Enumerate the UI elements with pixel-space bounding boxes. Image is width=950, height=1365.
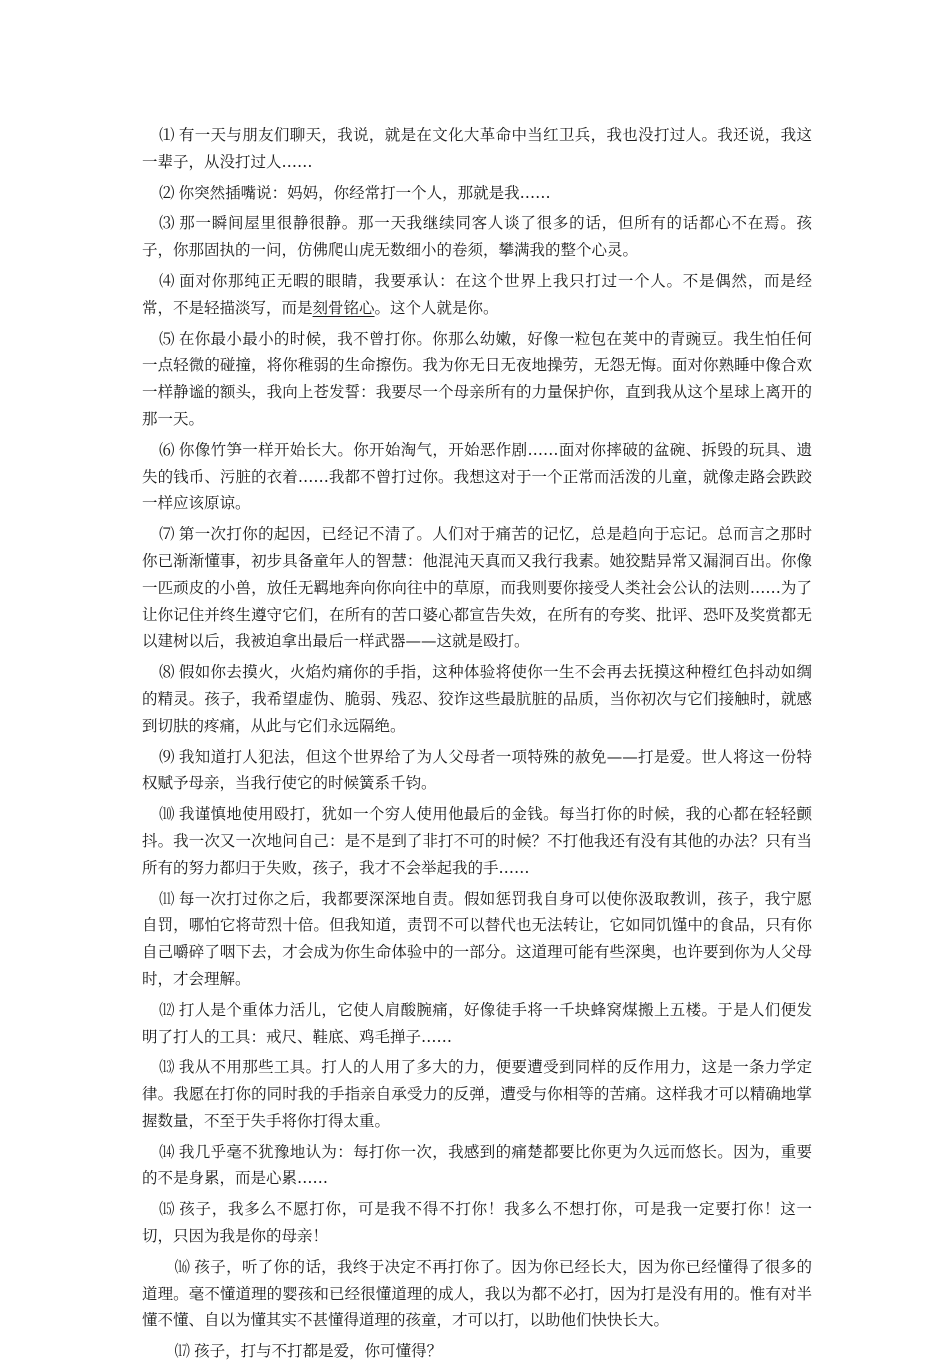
- underlined-phrase: 刻骨铭心: [312, 298, 375, 317]
- paragraph-text: 打人是个重体力活儿，它使人肩酸腕痛，好像徒手将一千块蜂窝煤搬上五楼。于是人们便发明了打人的工具：戒尺、鞋底、鸡毛掸子……: [142, 1000, 812, 1046]
- paragraph-number: ⑸: [159, 329, 175, 348]
- paragraph-15: [142, 1196, 812, 1250]
- paragraph-12: [142, 997, 812, 1051]
- paragraph-text: 你像竹笋一样开始长大。你开始淘气，开始恶作剧……面对你摔破的盆碗、拆毁的玩具、遗失的钱币、污脏的衣着……我都不曾打过你。我想这对于一个正常而活泼的儿童，就像走路会跌跤一样应该原谅。: [142, 440, 812, 513]
- paragraph-text: 我几乎毫不犹豫地认为：每打你一次，我感到的痛楚都要比你更为久远而悠长。因为，重要的不是身累，而是心累……: [142, 1142, 812, 1188]
- paragraph-text: 孩子，打与不打都是爱，你可懂得？: [194, 1342, 443, 1361]
- paragraph-number: ⑵: [159, 183, 175, 202]
- paragraph-2: [142, 180, 812, 207]
- paragraph-number: ⑼: [159, 747, 175, 766]
- paragraph-text: 每一次打过你之后，我都要深深地自责。假如惩罚我自身可以使你汲取教训，孩子，我宁愿自罚，哪怕它将苛烈十倍。但我知道，责罚不可以替代也无法转让，它如同饥馑中的食品，只有你自己嚼碎了咽下去，才会成为你生命体验中的一部分。这道理可能有些深奥，也许要到你为人父母时，才会理解。: [142, 889, 812, 988]
- paragraph-number: ⑾: [159, 889, 175, 908]
- paragraph-9: [142, 744, 812, 798]
- paragraph-text: 面对你那纯正无暇的眼睛，我要承认：在这个世界上我只打过一个人。不是偶然，而是经常，不是轻描淡写，而是: [142, 271, 812, 317]
- paragraph-number: ⒃: [174, 1257, 191, 1276]
- paragraph-11: [142, 886, 812, 993]
- paragraph-text: 假如你去摸火，火焰灼痛你的手指，这种体验将使你一生不会再去抚摸这种橙红色抖动如绸的精灵。孩子，我希望虚伪、脆弱、残忍、狡诈这些最肮脏的品质，当你初次与它们接触时，就感到切肤的疼痛，从此与它们永远隔绝。: [142, 663, 812, 735]
- paragraph-5: [142, 326, 812, 433]
- paragraph-text: 孩子，听了你的话，我终于决定不再打你了。因为你已经长大，因为你已经懂得了很多的道理。毫不懂道理的婴孩和已经很懂道理的成人，我以为都不必打，因为打是没有用的。惟有对半懂不懂、自以为懂其实不甚懂得道理的孩童，才可以打，以助他们快快长大。: [142, 1257, 812, 1330]
- paragraph-number: ⒁: [159, 1142, 175, 1161]
- paragraph-17: [142, 1338, 812, 1365]
- paragraph-number: ⒀: [159, 1058, 175, 1077]
- paragraph-text: 我从不用那些工具。打人的人用了多大的力，便要遭受到同样的反作用力，这是一条力学定律。我愿在打你的同时我的手指亲自承受力的反弹，遭受与你相等的苦痛。这样我才可以精确地掌握数量，不至于失手将你打得太重。: [142, 1058, 812, 1130]
- paragraph-number: ⑹: [159, 440, 175, 459]
- paragraph-number: ⑴: [159, 126, 175, 144]
- paragraph-text: 你突然插嘴说：妈妈，你经常打一个人，那就是我……: [178, 183, 551, 202]
- paragraph-1: [142, 122, 812, 176]
- paragraph-text: 我知道打人犯法，但这个世界给了为人父母者一项特殊的赦免——打是爱。世人将这一份特权赋予母亲，当我行使它的时候簧系千钧。: [142, 747, 812, 793]
- paragraph-number: ⑻: [159, 663, 175, 682]
- paragraph-text: 第一次打你的起因，已经记不清了。人们对于痛苦的记忆，总是趋向于忘记。总而言之那时你已渐渐懂事，初步具备童年人的智慧：他混沌天真而又我行我素。她狡黠异常又漏洞百出。你像一匹顽皮的小兽，放任无羁地奔向你向往中的草原，而我则要你接受人类社会公认的法则……为了让你记住并终生遵守它们，在所有的苦口婆心都宣告失效，在所有的夸奖、批评、恐吓及奖赏都无以建树以后，我被迫拿出最后一样武器——这就是殴打。: [142, 525, 812, 651]
- paragraph-text: 我谨慎地使用殴打，犹如一个穷人使用他最后的金钱。每当打你的时候，我的心都在轻轻颤抖。我一次又一次地问自己：是不是到了非打不可的时候？不打他我还有没有其他的办法？只有当所有的努力都归于失败，孩子，我才不会举起我的手……: [142, 805, 812, 877]
- paragraph-text: 在你最小最小的时候，我不曾打你。你那么幼嫩，好像一粒包在荚中的青豌豆。我生怕任何一点轻微的碰撞，将你稚弱的生命擦伤。我为你无日无夜地操劳，无怨无悔。面对你熟睡中像合欢一样静谧的额头，我向上苍发誓：我要尽一个母亲所有的力量保护你，直到我从这个星球上离开的那一天。: [142, 329, 812, 428]
- paragraph-number: ⑽: [159, 805, 175, 824]
- paragraph-text: 有一天与朋友们聊天，我说，就是在文化大革命中当红卫兵，我也没打过人。我还说，我这一辈子，从没打过人……: [142, 126, 812, 171]
- paragraph-8: [142, 659, 812, 739]
- paragraph-number: ⑷: [159, 271, 176, 290]
- paragraph-text: 那一瞬间屋里很静很静。那一天我继续同客人谈了很多的话，但所有的话都心不在焉。孩子，你那固执的一问，仿佛爬山虎无数细小的卷须，攀满我的整个心灵。: [142, 214, 812, 260]
- paragraph-text-end: 。这个人就是你。: [374, 298, 499, 317]
- paragraph-4: [142, 268, 812, 322]
- paragraph-number: ⑿: [159, 1000, 175, 1019]
- paragraph-number: ⑺: [159, 525, 175, 544]
- paragraph-6: [142, 437, 812, 517]
- paragraph-3: [142, 210, 812, 264]
- paragraph-number: ⒂: [159, 1200, 176, 1219]
- paragraph-14: [142, 1139, 812, 1193]
- paragraph-7: [142, 521, 812, 655]
- paragraph-number: ⑶: [159, 214, 176, 233]
- paragraph-number: ⒄: [174, 1342, 191, 1361]
- paragraph-text: 孩子，我多么不愿打你，可是我不得不打你！我多么不想打你，可是我一定要打你！这一切，只因为我是你的母亲！: [142, 1200, 812, 1246]
- paragraph-10: [142, 801, 812, 881]
- paragraph-16: [142, 1254, 812, 1334]
- paragraph-13: [142, 1054, 812, 1134]
